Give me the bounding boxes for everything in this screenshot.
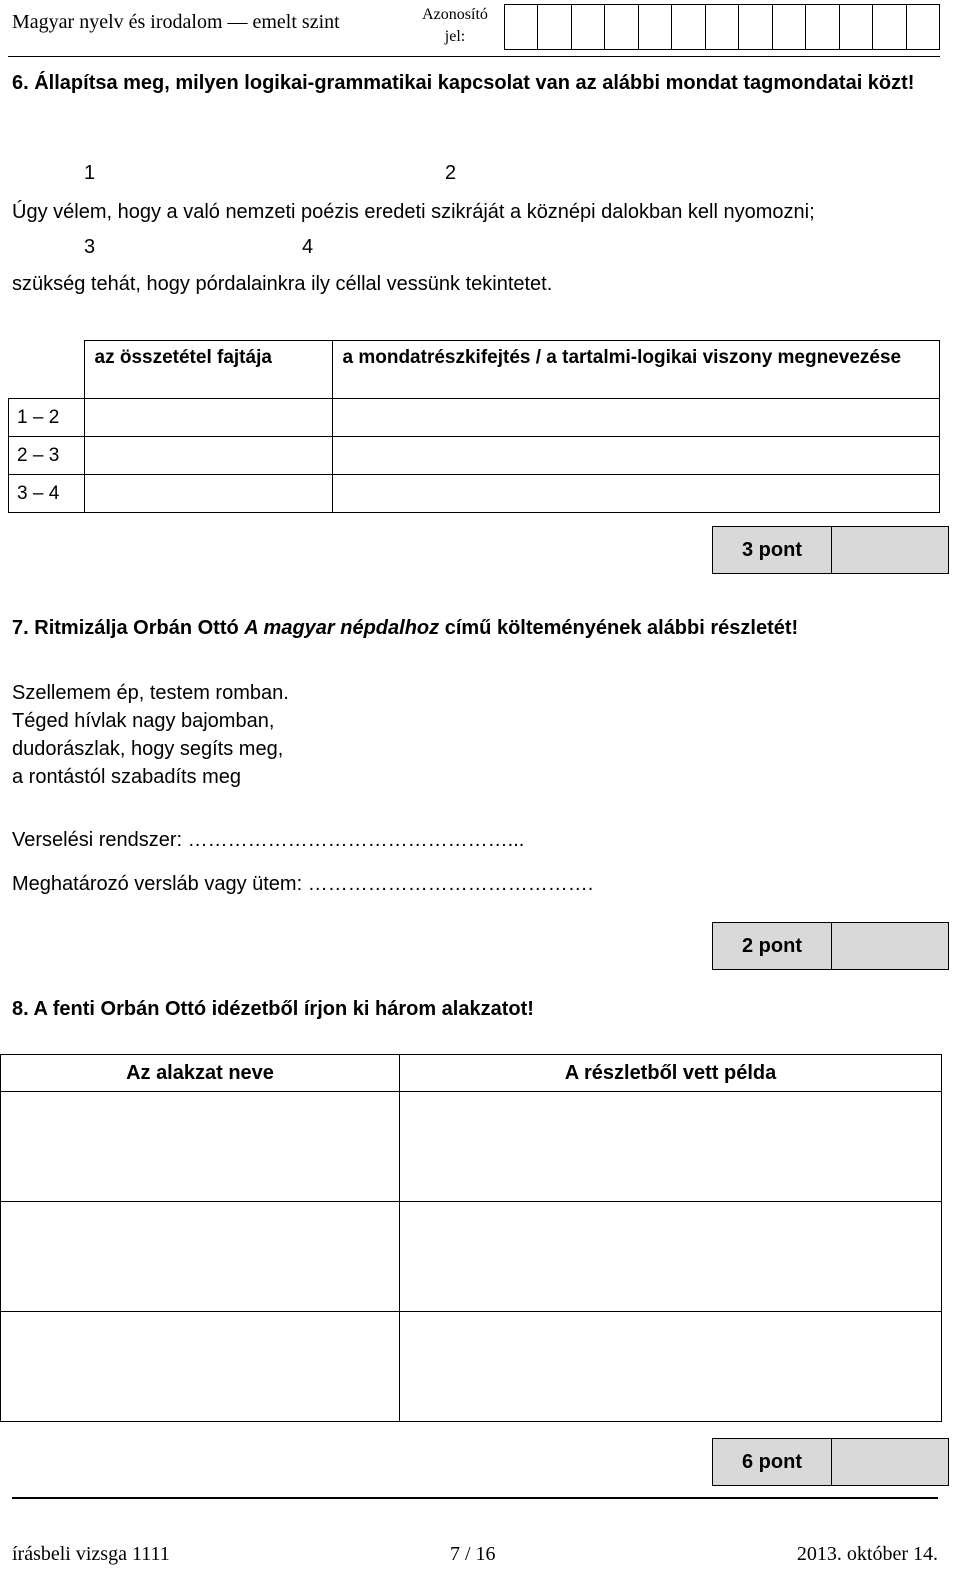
q8-col2-header: A részletből vett példa [400,1055,942,1092]
q8-score-box [712,1438,949,1486]
q6-answer-cell-relation-3[interactable] [332,475,940,513]
footer-exam-code: írásbeli vizsga 1111 [12,1543,170,1565]
q7-field-foot [12,872,593,896]
q6-answer-cell-type-3[interactable] [84,475,332,513]
q6-answer-cell-relation-2[interactable] [332,437,940,475]
q8-score-field[interactable] [832,1439,948,1485]
foot-label: Meghatározó versláb vagy ütem: [12,873,303,895]
poem-line: dudorászlak, hogy segíts meg, [12,738,284,760]
header-rule [8,56,940,57]
q7-score-field[interactable] [832,923,948,969]
footer-date: 2013. október 14. [796,1543,938,1565]
q8-example-cell-3[interactable] [400,1312,942,1422]
q7-title-post: című költeményének alábbi részletét! [444,617,799,639]
q7-field-meter-system [12,828,524,852]
id-box[interactable] [873,5,906,49]
q7-title [12,616,798,640]
poem-line: a rontástól szabadíts meg [12,766,242,788]
id-box[interactable] [773,5,806,49]
id-box[interactable] [538,5,571,49]
header-subject: Magyar nyelv és irodalom — emelt szint [12,11,340,33]
id-box[interactable] [907,5,939,49]
q6-row-label: 3 – 4 [9,475,85,513]
q7-title-pre: Ritmizálja Orbán Ottó [34,617,239,639]
q8-example-cell-2[interactable] [400,1202,942,1312]
id-box[interactable] [605,5,638,49]
q6-score-label: 3 pont [713,527,832,573]
q6-sentence-line1: Úgy vélem, hogy a való nemzeti poézis eredeti szikráját a köznépi dalokban kell nyomozni; [12,201,815,223]
id-label-line1: Azonosító [422,6,488,23]
meter-system-blank[interactable]: …………………………………………... [187,829,525,851]
q6-score-field[interactable] [832,527,948,573]
q6-title: 6. Állapítsa meg, milyen logikai-grammatikai kapcsolat van az alábbi mondat tagmondatai közt! [12,72,915,94]
id-box[interactable] [639,5,672,49]
q7-score-box [712,922,949,970]
q7-number: 7. [12,617,29,639]
q8-figure-name-cell-2[interactable] [1,1202,400,1312]
q8-answer-table [0,1054,942,1422]
q6-answer-cell-type-2[interactable] [84,437,332,475]
q8-example-cell-1[interactable] [400,1092,942,1202]
id-boxes[interactable] [504,4,940,50]
id-box[interactable] [572,5,605,49]
q7-title-work: A magyar népdalhoz [244,617,440,639]
id-box[interactable] [672,5,705,49]
q7-poem [12,679,289,791]
q6-answer-table [8,340,940,513]
q6-sentence-line2: szükség tehát, hogy pórdalainkra ily céllal vessünk tekintetet. [12,273,553,295]
q6-row-label: 2 – 3 [9,437,85,475]
clause-number-1: 1 [84,162,96,184]
poem-line: Téged hívlak nagy bajomban, [12,710,275,732]
footer-rule [12,1497,938,1499]
meter-system-label: Verselési rendszer: [12,829,183,851]
id-label-line2: jel: [444,28,466,45]
poem-line: Szellemem ép, testem romban. [12,682,289,704]
id-label [412,4,498,48]
id-box[interactable] [739,5,772,49]
q7-score-label: 2 pont [713,923,832,969]
q6-col1-header: az összetétel fajtája [84,341,332,399]
q6-col2-header: a mondatrészkifejtés / a tartalmi-logikai viszony megnevezése [332,341,940,399]
id-box[interactable] [505,5,538,49]
foot-blank[interactable]: ……………………………………. [307,873,594,895]
q6-answer-cell-type-1[interactable] [84,399,332,437]
id-box[interactable] [806,5,839,49]
clause-number-3: 3 [84,236,96,258]
q8-title: 8. A fenti Orbán Ottó idézetből írjon ki három alakzatot! [12,998,534,1020]
id-box[interactable] [840,5,873,49]
id-box[interactable] [706,5,739,49]
footer-page-number: 7 / 16 [450,1543,496,1565]
q6-row-label: 1 – 2 [9,399,85,437]
q6-score-box [712,526,949,574]
q6-answer-cell-relation-1[interactable] [332,399,940,437]
q6-table-corner [9,341,85,399]
clause-number-2: 2 [445,162,457,184]
q8-figure-name-cell-3[interactable] [1,1312,400,1422]
q8-col1-header: Az alakzat neve [1,1055,400,1092]
q8-score-label: 6 pont [713,1439,832,1485]
clause-number-4: 4 [302,236,314,258]
q8-figure-name-cell-1[interactable] [1,1092,400,1202]
